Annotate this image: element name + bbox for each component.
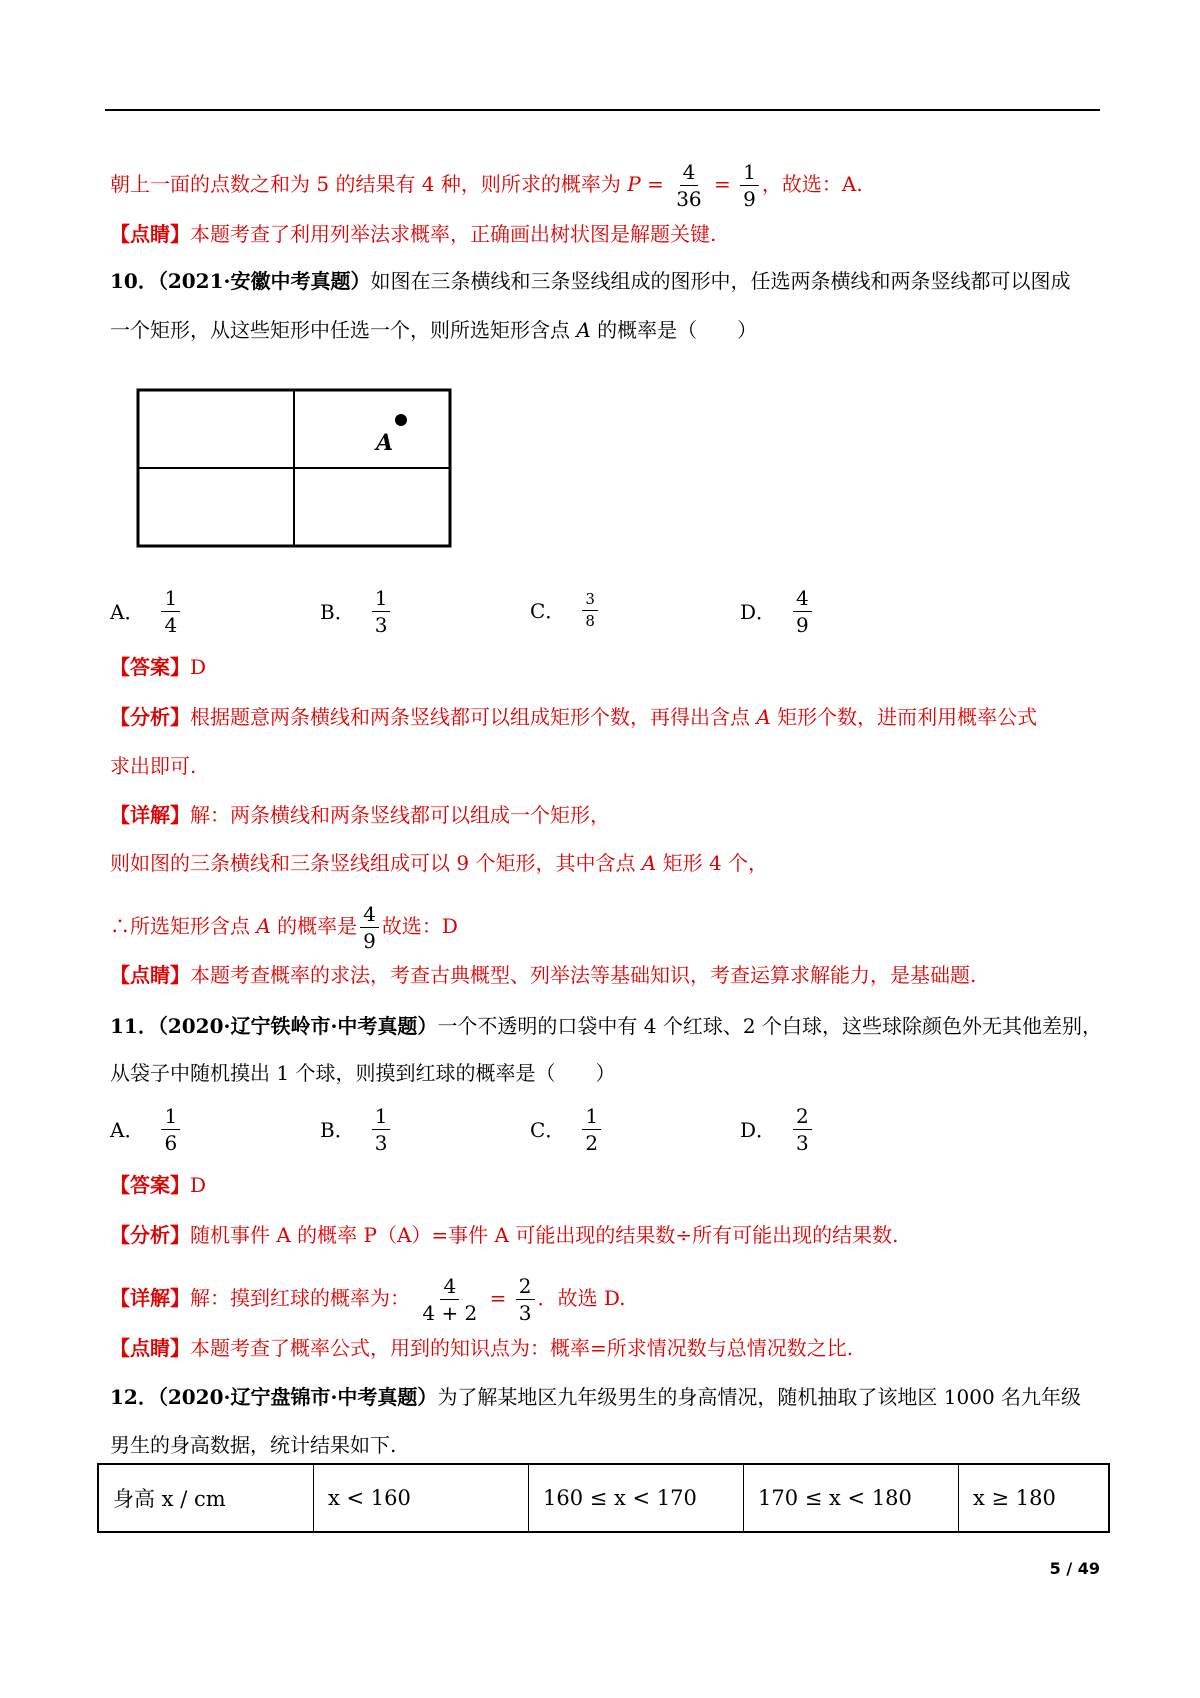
- q9-fraction-2: $\frac{1}{9}$: [740, 162, 759, 209]
- table-cell: 160 ≤ x < 170: [529, 1464, 744, 1532]
- q10-detail-fraction: $\frac{4}{9}$: [360, 904, 379, 951]
- q10-option-d[interactable]: D． $\frac{4}{9}$: [740, 588, 815, 635]
- q10-stem-line2: 一个矩形，从这些矩形中任选一个，则所选矩形含点 A 的概率是（ ）: [110, 318, 758, 342]
- q10-option-c[interactable]: C． $\frac{3}{8}$: [530, 592, 601, 629]
- header-rule: [105, 109, 1100, 111]
- page-number: 5 / 49: [1049, 1559, 1100, 1578]
- q10-grid-figure: [136, 388, 452, 548]
- point-a-dot: [395, 414, 407, 426]
- q11-detail-fraction-2: $\frac{2}{3}$: [516, 1276, 535, 1323]
- q11-dianjing: 【点睛】本题考查了概率公式，用到的知识点为：概率=所求情况数与总情况数之比.: [110, 1336, 854, 1360]
- q11-option-b[interactable]: B． $\frac{1}{3}$: [320, 1106, 393, 1153]
- q11-answer: 【答案】D: [110, 1173, 207, 1197]
- q10-detail-line1: 【详解】解：两条横线和两条竖线都可以组成一个矩形，: [110, 803, 610, 827]
- q10-answer: 【答案】D: [110, 655, 207, 679]
- q10-dianjing: 【点睛】本题考查概率的求法，考查古典概型、列举法等基础知识，考查运算求解能力，是基础题.: [110, 963, 977, 987]
- q10-analysis-line2: 求出即可.: [110, 754, 197, 778]
- q11-option-d[interactable]: D． $\frac{2}{3}$: [740, 1106, 815, 1153]
- q10-analysis-line1: 【分析】根据题意两条横线和两条竖线都可以组成矩形个数，再得出含点 A 矩形个数，进而利用概率公式: [110, 705, 1038, 729]
- q11-stem-line2: 从袋子中随机摸出 1 个球，则摸到红球的概率是（ ）: [110, 1061, 616, 1085]
- q10-option-b[interactable]: B． $\frac{1}{3}$: [320, 588, 393, 635]
- point-a-label: A: [376, 430, 394, 456]
- q9-conclusion-line: 朝上一面的点数之和为 5 的结果有 4 种，则所求的概率为 P = $\frac{4}{36}$ = $\frac{1}{9}$ ，故选：A.: [110, 160, 863, 211]
- q10-stem-line1: 10．（2021·安徽中考真题）如图在三条横线和三条竖线组成的图形中，任选两条横线和两条竖线都可以图成: [110, 269, 1071, 293]
- table-cell: x ≥ 180: [959, 1464, 1110, 1532]
- table-cell: 身高 x / cm: [98, 1464, 314, 1532]
- table-cell: 170 ≤ x < 180: [744, 1464, 959, 1532]
- q11-option-a[interactable]: A． $\frac{1}{6}$: [110, 1106, 183, 1153]
- q12-stem-line1: 12．（2020·辽宁盘锦市·中考真题）为了解某地区九年级男生的身高情况，随机抽取了该地区 1000 名九年级: [110, 1385, 1082, 1409]
- q9-fraction-1: $\frac{4}{36}$: [676, 160, 702, 211]
- q9-dianjing: 【点睛】本题考查了利用列举法求概率，正确画出树状图是解题关键.: [110, 222, 717, 246]
- q10-detail-line3: ∴所选矩形含点 A 的概率是 $\frac{4}{9}$ 故选：D: [110, 902, 458, 953]
- q10-detail-line2: 则如图的三条横线和三条竖线组成可以 9 个矩形，其中含点 A 矩形 4 个，: [110, 851, 769, 875]
- q11-detail: 【详解】解：摸到红球的概率为： $\frac{4}{4 + 2}$ = $\frac{2}{3}$ ．故选 D.: [110, 1274, 626, 1325]
- q11-option-c[interactable]: C． $\frac{1}{2}$: [530, 1106, 604, 1153]
- q11-detail-fraction-1: $\frac{4}{4 + 2}$: [422, 1274, 478, 1325]
- q11-analysis: 【分析】随机事件 A 的概率 P（A）=事件 A 可能出现的结果数÷所有可能出现的结果数.: [110, 1223, 899, 1247]
- q11-stem-line1: 11．（2020·辽宁铁岭市·中考真题）一个不透明的口袋中有 4 个红球、2 个白球，这些球除颜色外无其他差别，: [110, 1014, 1102, 1038]
- q12-stem-line2: 男生的身高数据，统计结果如下.: [110, 1433, 397, 1457]
- table-row: [98, 1464, 1109, 1532]
- table-cell: x < 160: [314, 1464, 529, 1532]
- q12-height-table: [97, 1463, 1110, 1533]
- q10-option-a[interactable]: A． $\frac{1}{4}$: [110, 588, 183, 635]
